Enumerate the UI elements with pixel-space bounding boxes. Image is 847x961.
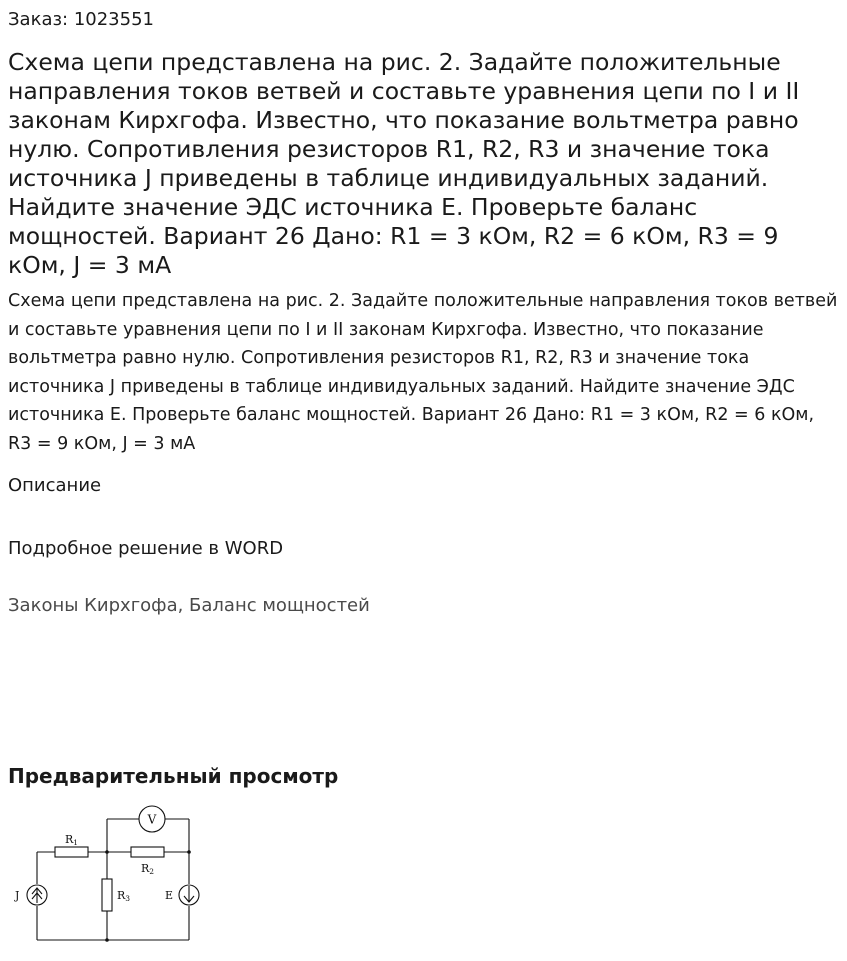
order-number: Заказ: 1023551	[8, 9, 154, 30]
description-label: Описание	[8, 475, 102, 496]
resistor-r2	[131, 847, 164, 857]
e-label: E	[165, 889, 174, 902]
junction-dot	[105, 938, 109, 942]
j-label: J	[15, 889, 20, 902]
page-title: Схема цепи представлена на рис. 2. Задайте положительные направления токов ветвей и составьте уравнения цепи по I и II законам Кирхгофа. Известно, что показание вольтметра равно нулю. Сопротивления резисторов R1, R2, R3 и значение тока источника J приведены в таблице индивидуальных заданий. Найдите значение ЭДС источника E. Проверьте баланс мощностей. Вариант 26 Дано: R1 = 3 кОм, R2 = 6 кОм, R3 = 9 кОм, J = 3 мА	[8, 48, 800, 279]
circuit-diagram	[12, 804, 204, 946]
tags[interactable]: Законы Кирхгофа, Баланс мощностей	[8, 595, 370, 616]
r2-label: R2	[141, 862, 155, 876]
solution-detail: Подробное решение в WORD	[8, 538, 284, 559]
r3-label: R3	[117, 889, 131, 903]
r1-label: R1	[65, 833, 79, 847]
junction-dot	[187, 850, 191, 854]
task-description: Схема цепи представлена на рис. 2. Задайте положительные направления токов ветвей и составьте уравнения цепи по I и II законам Кирхгофа. Известно, что показание вольтметра равно нулю. Сопротивления резисторов R1, R2, R3 и значение тока источника J приведены в таблице индивидуальных заданий. Найдите значение ЭДС источника E. Проверьте баланс мощностей. Вариант 26 Дано: R1 = 3 кОм, R2 = 6 кОм, R3 = 9 кОм, J = 3 мА	[8, 291, 838, 454]
resistor-r1	[55, 847, 88, 857]
preview-title: Предварительный просмотр	[8, 764, 339, 788]
voltmeter-label: V	[147, 812, 157, 827]
junction-dot	[105, 850, 109, 854]
resistor-r3	[102, 879, 112, 911]
